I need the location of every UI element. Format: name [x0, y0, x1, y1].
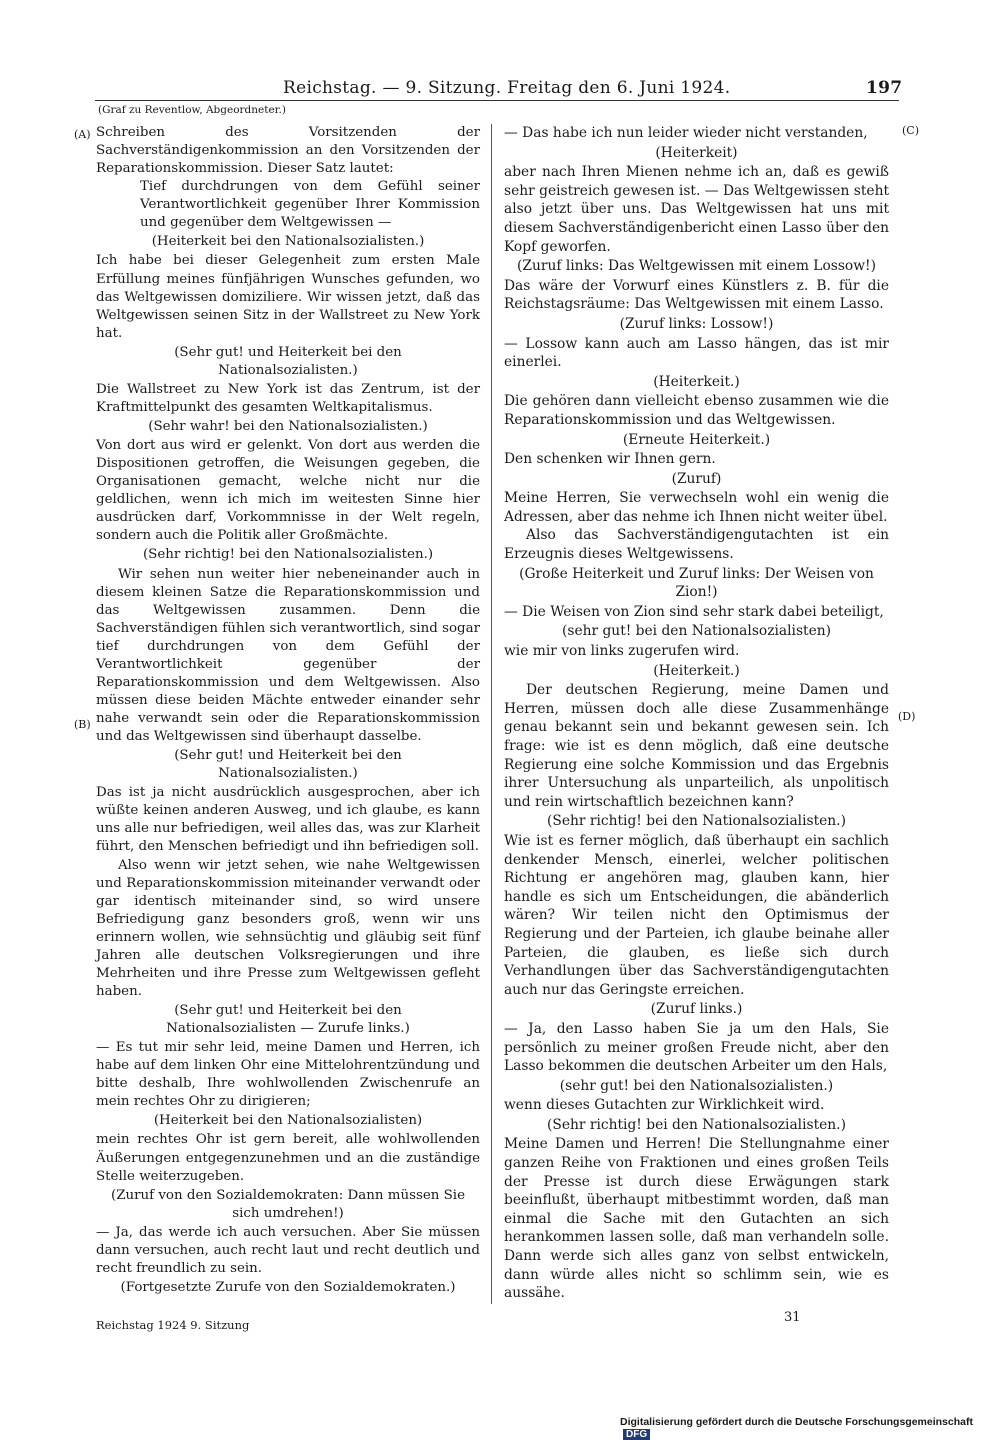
stage-direction: (Zuruf von den Sozialdemokraten: Dann müssen Sie sich umdrehen!) [110, 1187, 466, 1221]
paragraph: wenn dieses Gutachten zur Wirklichkeit wird. [504, 1097, 825, 1114]
stage-direction: (Sehr richtig! bei den Nationalsozialisten.) [547, 813, 846, 830]
page-number: 197 [866, 78, 903, 98]
stage-direction: (sehr gut! bei den Nationalsozialisten.) [559, 1077, 834, 1094]
paragraph: Die gehören dann vielleicht ebenso zusammen wie die Reparationskommission und das Weltgewissen. [504, 393, 889, 428]
paragraph: Ich habe bei dieser Gelegenheit zum ersten Male Erfüllung meines fünfjährigen Wunsches gefunden, wo das Weltgewissen domiziliere. Wir wissen jetzt, daß das Weltgewissen seinen Sitz in der Wallstreet zu New York hat. [96, 253, 480, 341]
paragraph: Das ist ja nicht ausdrücklich ausgesprochen, aber ich wüßte keinen anderen Ausweg, und ich glaube, es kann uns alle nur befriedigen, weil alles das, was zur Klarheit führt, den Menschen befriedigt und ihn befriedigen soll. [96, 785, 480, 855]
paragraph: Von dort aus wird er gelenkt. Von dort aus werden die Dispositionen getroffen, die Weisungen gegeben, die Organisationen gemacht, welche nicht nur die geldlichen, wenn ich mich im weitesten Sinne hier ausdrücken darf, Vorkommnisse in der Welt regeln, sondern auch die Politik aller Großmächte. [96, 438, 480, 544]
stage-direction: (Heiterkeit bei den Nationalsozialisten.) [151, 234, 425, 250]
paragraph: — Ja, das werde ich auch versuchen. Aber Sie müssen dann versuchen, auch recht laut und recht deutlich und recht freundlich zu sein. [96, 1224, 480, 1276]
stage-direction: (Sehr richtig! bei den Nationalsozialisten.) [142, 547, 434, 563]
stage-direction: (Heiterkeit.) [653, 662, 740, 679]
quotation: Tief durchdrungen von dem Gefühl seiner Verantwortlichkeit gegenüber Ihrer Kommission und gegenüber dem Weltgewissen — [140, 179, 480, 231]
stage-direction: (Zuruf) [671, 470, 722, 487]
stage-direction: (Sehr gut! und Heiterkeit bei den Nationalsozialisten — Zurufe links.) [166, 1003, 410, 1037]
paragraph: Also wenn wir jetzt sehen, wie nahe Weltgewissen und Reparationskommission miteinander verwandt oder gar identisch miteinander sind, so wird unsere Befriedigung ganz besonders groß, wenn wir uns erinnern wollen, wie sehnsüchtig und gläubig seit fünf Jahren alle deutschen Volksregierungen und ihre Mehrheiten und ihre Presse zum Weltgewissen gefleht haben. [96, 857, 480, 999]
dfg-logo: DFG [623, 1429, 650, 1440]
margin-marker-c: (C) [902, 124, 919, 137]
stage-direction: (Heiterkeit.) [653, 373, 740, 390]
paragraph: — Lossow kann auch am Lasso hängen, das ist mir einerlei. [504, 335, 889, 371]
paragraph: — Es tut mir sehr leid, meine Damen und Herren, ich habe auf dem linken Ohr eine Mittelohrentzündung und bitte deshalb, Ihre wohlwollenden Zwischenrufe an mein rechtes Ohr zu dirigieren; [96, 1040, 480, 1110]
stage-direction: (Fortgesetzte Zurufe von den Sozialdemokraten.) [120, 1279, 456, 1295]
paragraph: Also das Sachverständigengutachten ist ein Erzeugnis dieses Weltgewissens. [504, 527, 889, 563]
stage-direction: (Heiterkeit) [655, 144, 738, 161]
paragraph: aber nach Ihren Mienen nehme ich an, daß es gewiß sehr geistreich gewesen ist. — Das Weltgewissen steht also jetzt über uns. Das Weltgewissen hat uns mit diesem Sachverständigenbericht einen Lasso über den Kopf geworfen. [504, 164, 889, 255]
paragraph: Die Wallstreet zu New York ist das Zentrum, ist der Kraftmittelpunkt des gesamten Weltkapitalismus. [96, 381, 480, 415]
stage-direction: (sehr gut! bei den Nationalsozialisten) [561, 623, 831, 640]
stage-direction: (Sehr gut! und Heiterkeit bei den Nationalsozialisten.) [174, 748, 402, 782]
digitization-credit [620, 1416, 1000, 1440]
stage-direction: (Sehr richtig! bei den Nationalsozialisten.) [547, 1116, 846, 1133]
stage-direction: (Erneute Heiterkeit.) [622, 431, 771, 448]
paragraph: Den schenken wir Ihnen gern. [504, 451, 716, 468]
header-rule [95, 100, 899, 101]
right-column [504, 124, 889, 1303]
paragraph: wie mir von links zugerufen wird. [504, 643, 740, 660]
stage-direction: (Sehr wahr! bei den Nationalsozialisten.) [148, 419, 428, 434]
paragraph: Wie ist es ferner möglich, daß überhaupt ein sachlich denkender Mensch, einerlei, welcher politischen Richtung er angehören mag, glauben kann, hier handle es sich um Entscheidungen, die abänderlich wären? Wir teilen nicht den Optimismus der Regierung und der Parteien, ich glaube beinahe aller Parteien, die glauben, es ließe sich durch Verhandlungen über das Sachverständigengutachten auch nur das Geringste erreichen. [504, 832, 889, 998]
margin-marker-b: (B) [74, 718, 91, 731]
paragraph: — Die Weisen von Zion sind sehr stark dabei beteiligt, [504, 603, 884, 620]
stage-direction: (Große Heiterkeit und Zuruf links: Der Weisen von Zion!) [519, 565, 874, 601]
paragraph: Wir sehen nun weiter hier nebeneinander auch in diesem kleinen Satze die Reparationskommission und das Weltgewissen zusammen. Denn die Sachverständigen fühlen sich verantwortlich, sind sogar tief durchdrungen von dem Gefühl der Verantwortlichkeit gegenüber der Reparationskommission und dem Weltgewissen. Also müssen diese beiden Mächte entweder einander sehr nahe verwandt sein oder die Reparationskommission und das Weltgewissen sind überhaupt dasselbe. [96, 566, 480, 745]
paragraph: mein rechtes Ohr ist gern bereit, alle wohlwollenden Äußerungen entgegenzunehmen und an die zuständige Stelle weiterzugeben. [96, 1132, 480, 1184]
margin-marker-a: (A) [74, 128, 91, 141]
stage-direction: (Zuruf links: Lossow!) [619, 315, 774, 332]
paragraph: Der deutschen Regierung, meine Damen und Herren, müssen doch alle diese Zusammenhänge genau bekannt sein und bekannt gewesen sein. Ich frage: wie ist es denn möglich, daß eine deutsche Regierung eine solche Kommission und das Ergebnis ihrer Untersuchung als unparteilich, als unpolitisch und rein wirtschaftlich bezeichnen kann? [504, 682, 889, 810]
paragraph: — Ja, den Lasso haben Sie ja um den Hals, Sie persönlich zu meiner großen Freude nicht, aber den Lasso bekommen die deutschen Arbeiter um den Hals, [504, 1020, 889, 1075]
footer-signature: Reichstag 1924 9. Sitzung [96, 1318, 250, 1332]
page-header-title: Reichstag. — 9. Sitzung. Freitag den 6. Juni 1924. [283, 78, 731, 98]
stage-direction: (Sehr gut! und Heiterkeit bei den Nationalsozialisten.) [174, 344, 402, 378]
paragraph: Schreiben des Vorsitzenden der Sachverständigenkommission an den Vorsitzenden der Reparationskommission. Dieser Satz lautet: [96, 125, 480, 177]
stage-direction: (Heiterkeit bei den Nationalsozialisten) [153, 1113, 423, 1129]
paragraph: Meine Damen und Herren! Die Stellungnahme einer ganzen Reihe von Fraktionen und eines großen Teils der Presse ist durch diese Erwägungen stark beeinflußt, überhaupt mitbestimmt worden, daß man einmal die Sache mit den Gutachten an sich herankommen lassen solle, daß man verhandeln solle. Dann werde sich alles ganz von selbst entwickeln, dann würde alles nicht so schlimm sein, wie es aussähe. [504, 1136, 889, 1302]
left-column [96, 124, 480, 1298]
margin-marker-d: (D) [898, 710, 916, 723]
stage-direction: (Zuruf links: Das Weltgewissen mit einem Lossow!) [517, 258, 876, 275]
paragraph: Meine Herren, Sie verwechseln wohl ein wenig die Adressen, aber das nehme ich Ihnen nicht weiter übel. [504, 490, 889, 525]
stage-direction: (Zuruf links.) [650, 1001, 743, 1018]
digitization-note: Digitalisierung gefördert durch die Deutsche Forschungsgemeinschaft [620, 1416, 973, 1428]
column-divider [491, 124, 492, 1304]
speaker-note: (Graf zu Reventlow, Abgeordneter.) [98, 104, 286, 116]
footer-sheet-number: 31 [784, 1310, 801, 1325]
paragraph: — Das habe ich nun leider wieder nicht verstanden, [504, 125, 868, 141]
paragraph: Das wäre der Vorwurf eines Künstlers z. B. für die Reichstagsräume: Das Weltgewissen mit einem Lasso. [504, 277, 889, 313]
